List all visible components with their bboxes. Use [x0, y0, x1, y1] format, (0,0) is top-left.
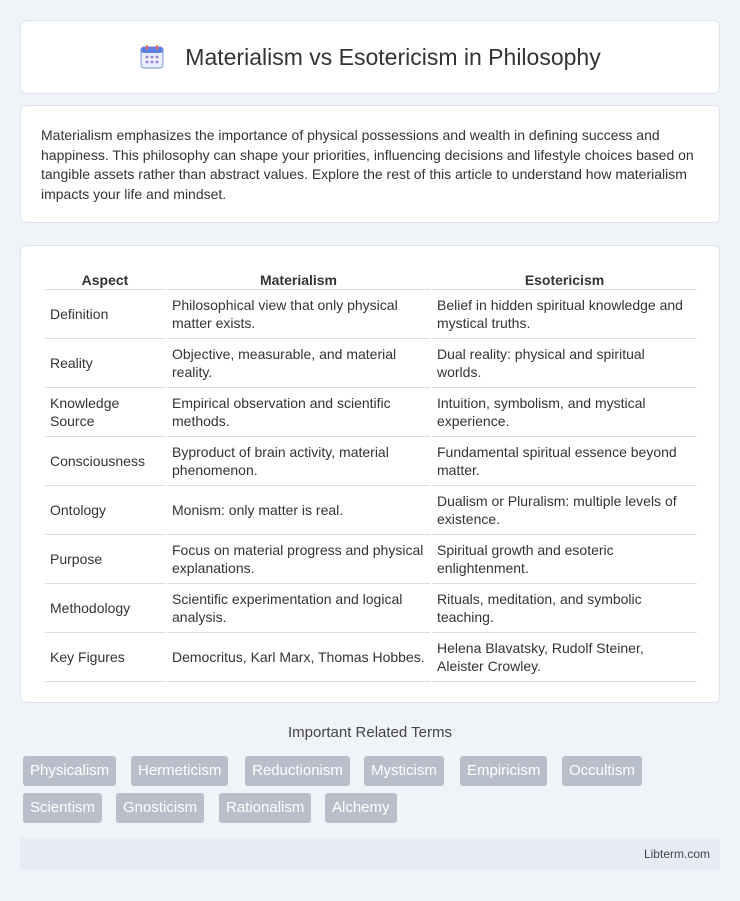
calendar-icon	[139, 44, 165, 70]
comparison-table-card	[20, 245, 720, 703]
aspect-cell: Key Figures	[45, 633, 165, 682]
materialism-cell: Empirical observation and scientific methods.	[167, 388, 430, 437]
header-materialism: Materialism	[167, 268, 430, 290]
tag-hermeticism[interactable]: Hermeticism	[131, 756, 228, 786]
intro-card	[20, 105, 720, 223]
esotericism-cell: Rituals, meditation, and symbolic teaching.	[432, 584, 697, 633]
table-row	[45, 633, 697, 682]
tag-rationalism[interactable]: Rationalism	[219, 793, 311, 823]
esotericism-cell: Dual reality: physical and spiritual worlds.	[432, 339, 697, 388]
materialism-cell: Philosophical view that only physical matter exists.	[167, 290, 430, 339]
aspect-cell: Consciousness	[45, 437, 165, 486]
esotericism-cell: Belief in hidden spiritual knowledge and mystical truths.	[432, 290, 697, 339]
materialism-cell: Democritus, Karl Marx, Thomas Hobbes.	[167, 633, 430, 682]
tag-reductionism[interactable]: Reductionism	[245, 756, 350, 786]
esotericism-cell: Helena Blavatsky, Rudolf Steiner, Aleister Crowley.	[432, 633, 697, 682]
table-row	[45, 535, 697, 584]
tag-scientism[interactable]: Scientism	[23, 793, 102, 823]
tag-alchemy[interactable]: Alchemy	[325, 793, 397, 823]
table-row	[45, 584, 697, 633]
esotericism-cell: Dualism or Pluralism: multiple levels of existence.	[432, 486, 697, 535]
header-esotericism: Esotericism	[432, 268, 697, 290]
aspect-cell: Methodology	[45, 584, 165, 633]
intro-text: Materialism emphasizes the importance of physical possessions and wealth in defining success and happiness. This philosophy can shape your priorities, influencing decisions and lifestyle choices based on tangible assets rather than abstract values. Explore the rest of this article to understand how materialism impacts your life and mindset.	[41, 127, 694, 202]
aspect-cell: Reality	[45, 339, 165, 388]
aspect-cell: Knowledge Source	[45, 388, 165, 437]
header-aspect: Aspect	[45, 268, 165, 290]
materialism-cell: Scientific experimentation and logical analysis.	[167, 584, 430, 633]
table-row	[45, 388, 697, 437]
esotericism-cell: Intuition, symbolism, and mystical experience.	[432, 388, 697, 437]
tag-empiricism[interactable]: Empiricism	[460, 756, 547, 786]
table-row	[45, 437, 697, 486]
comparison-table	[43, 268, 699, 682]
table-row	[45, 339, 697, 388]
footer	[20, 838, 720, 870]
materialism-cell: Byproduct of brain activity, material phenomenon.	[167, 437, 430, 486]
tag-occultism[interactable]: Occultism	[562, 756, 642, 786]
materialism-cell: Objective, measurable, and material reality.	[167, 339, 430, 388]
table-header-row	[45, 268, 697, 290]
materialism-cell: Monism: only matter is real.	[167, 486, 430, 535]
header-card	[20, 20, 720, 94]
aspect-cell: Definition	[45, 290, 165, 339]
table-row	[45, 290, 697, 339]
tag-physicalism[interactable]: Physicalism	[23, 756, 116, 786]
aspect-cell: Purpose	[45, 535, 165, 584]
related-terms-title: Important Related Terms	[288, 724, 452, 741]
materialism-cell: Focus on material progress and physical explanations.	[167, 535, 430, 584]
page-title: Materialism vs Esotericism in Philosophy	[185, 43, 601, 70]
tag-gnosticism[interactable]: Gnosticism	[116, 793, 204, 823]
aspect-cell: Ontology	[45, 486, 165, 535]
table-row	[45, 486, 697, 535]
esotericism-cell: Spiritual growth and esoteric enlightenment.	[432, 535, 697, 584]
esotericism-cell: Fundamental spiritual essence beyond matter.	[432, 437, 697, 486]
tag-mysticism[interactable]: Mysticism	[364, 756, 444, 786]
footer-brand-link[interactable]: Libterm.com	[643, 847, 710, 861]
